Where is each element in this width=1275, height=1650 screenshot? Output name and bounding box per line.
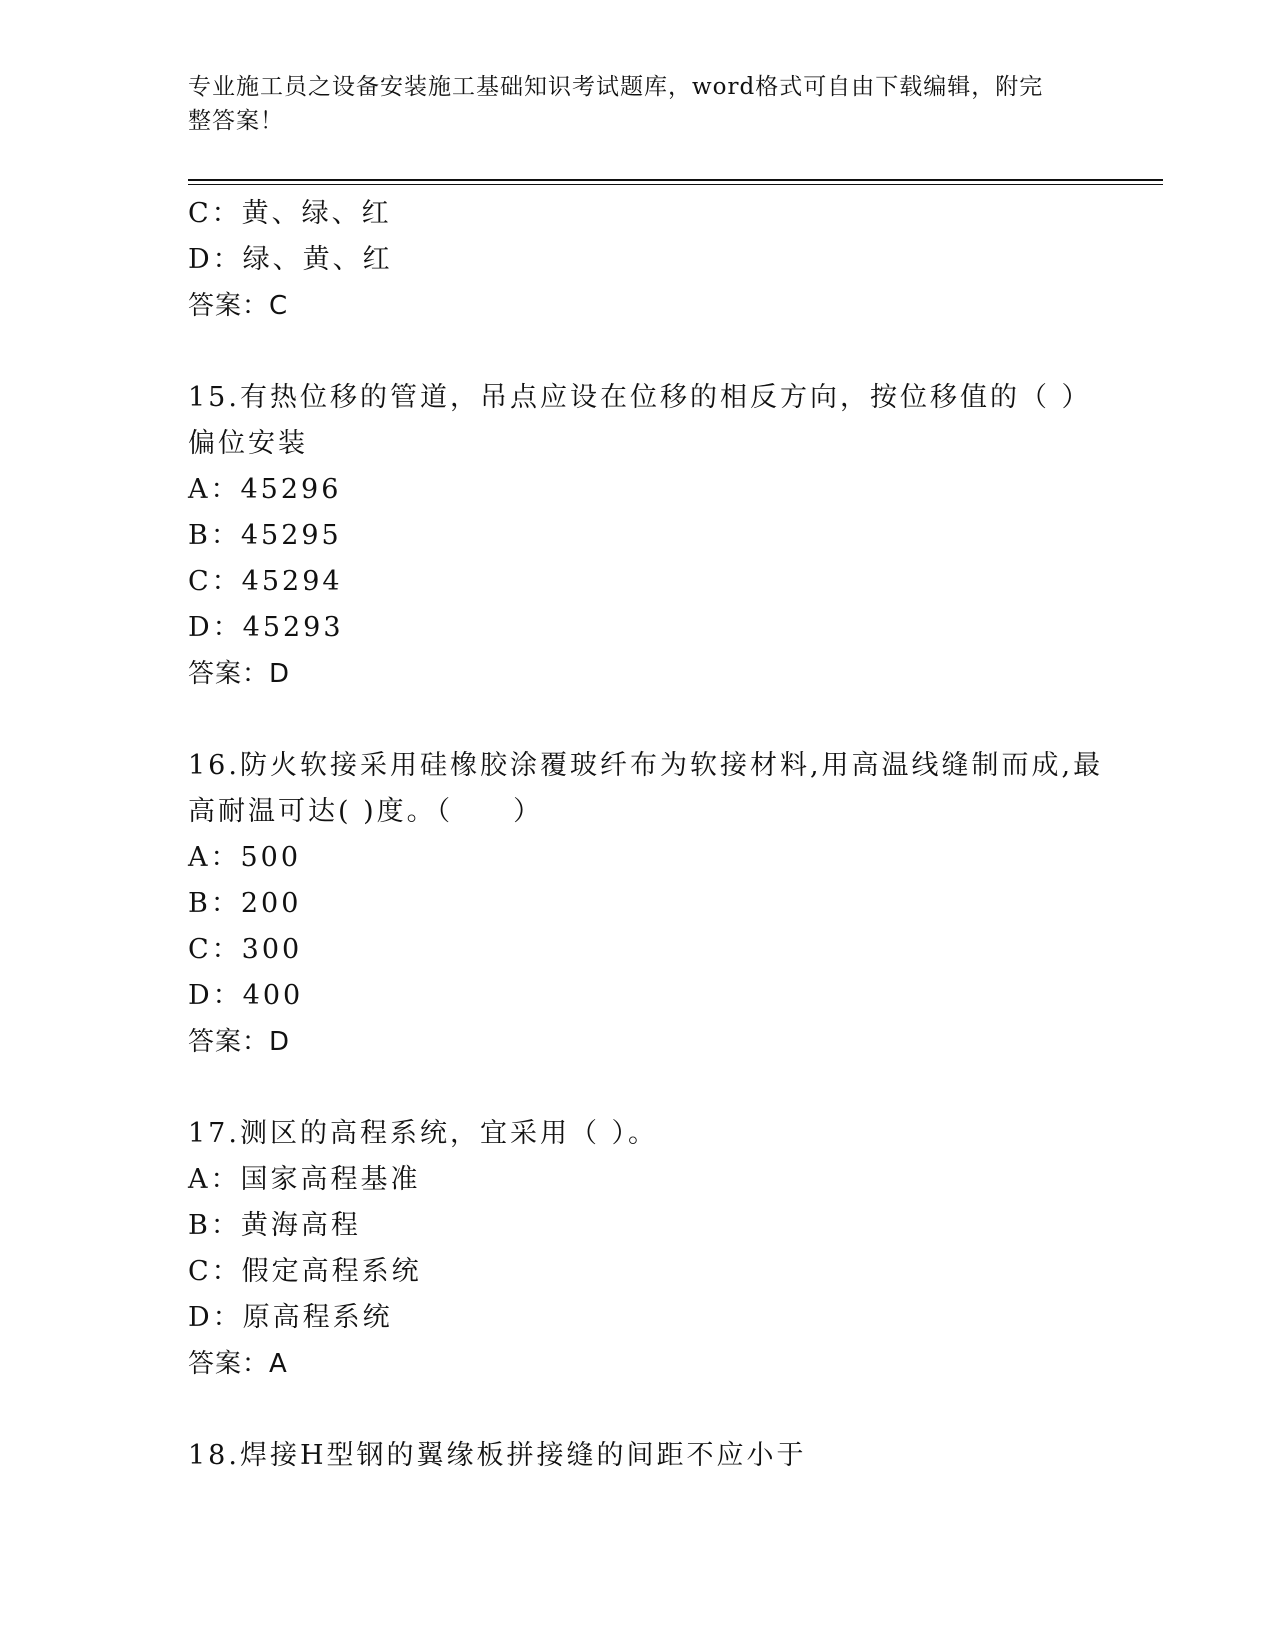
option-d: D：45293 [188, 612, 344, 643]
question-text-line: 18.焊接H型钢的翼缘板拼接缝的间距不应小于 [188, 1440, 807, 1471]
option-c: C：45294 [188, 566, 343, 597]
option-a: A：45296 [188, 474, 342, 505]
question-text-line: 17.测区的高程系统，宜采用（ ）。 [188, 1118, 659, 1149]
question-text-line: 16.防火软接采用硅橡胶涂覆玻纤布为软接材料,用高温线缝制而成,最 [188, 750, 1104, 781]
option-c: C：黄、绿、红 [188, 198, 392, 229]
answer-line: 答案：C [188, 291, 289, 321]
question-16 [188, 743, 1148, 1065]
answer-line: 答案：D [188, 1027, 291, 1057]
option-c: C：假定高程系统 [188, 1256, 422, 1287]
option-d: D：原高程系统 [188, 1302, 393, 1333]
question-14-tail [188, 191, 1148, 329]
question-text-line: 高耐温可达( )度。（ ） [188, 796, 544, 827]
question-text-line: 15.有热位移的管道，吊点应设在位移的相反方向，按位移值的（ ） [188, 382, 1092, 413]
question-list [188, 191, 1148, 1479]
option-d: D：绿、黄、红 [188, 244, 393, 275]
option-a: A：国家高程基准 [188, 1164, 421, 1195]
answer-line: 答案：A [188, 1349, 288, 1379]
page-header [188, 70, 1088, 138]
option-b: B：黄海高程 [188, 1210, 361, 1241]
question-15 [188, 375, 1148, 697]
header-line-1: 专业施工员之设备安装施工基础知识考试题库，word格式可自由下载编辑，附完 [188, 74, 1044, 100]
option-c: C：300 [188, 934, 303, 965]
answer-line: 答案：D [188, 659, 291, 689]
header-divider-thin [188, 184, 1163, 185]
option-a: A：500 [188, 842, 302, 873]
question-17 [188, 1111, 1148, 1387]
question-18 [188, 1433, 1148, 1479]
question-text-line: 偏位安装 [188, 428, 308, 459]
option-d: D：400 [188, 980, 304, 1011]
header-divider-thick [188, 179, 1163, 181]
header-line-2: 整答案！ [188, 108, 284, 134]
option-b: B：45295 [188, 520, 342, 551]
option-b: B：200 [188, 888, 302, 919]
